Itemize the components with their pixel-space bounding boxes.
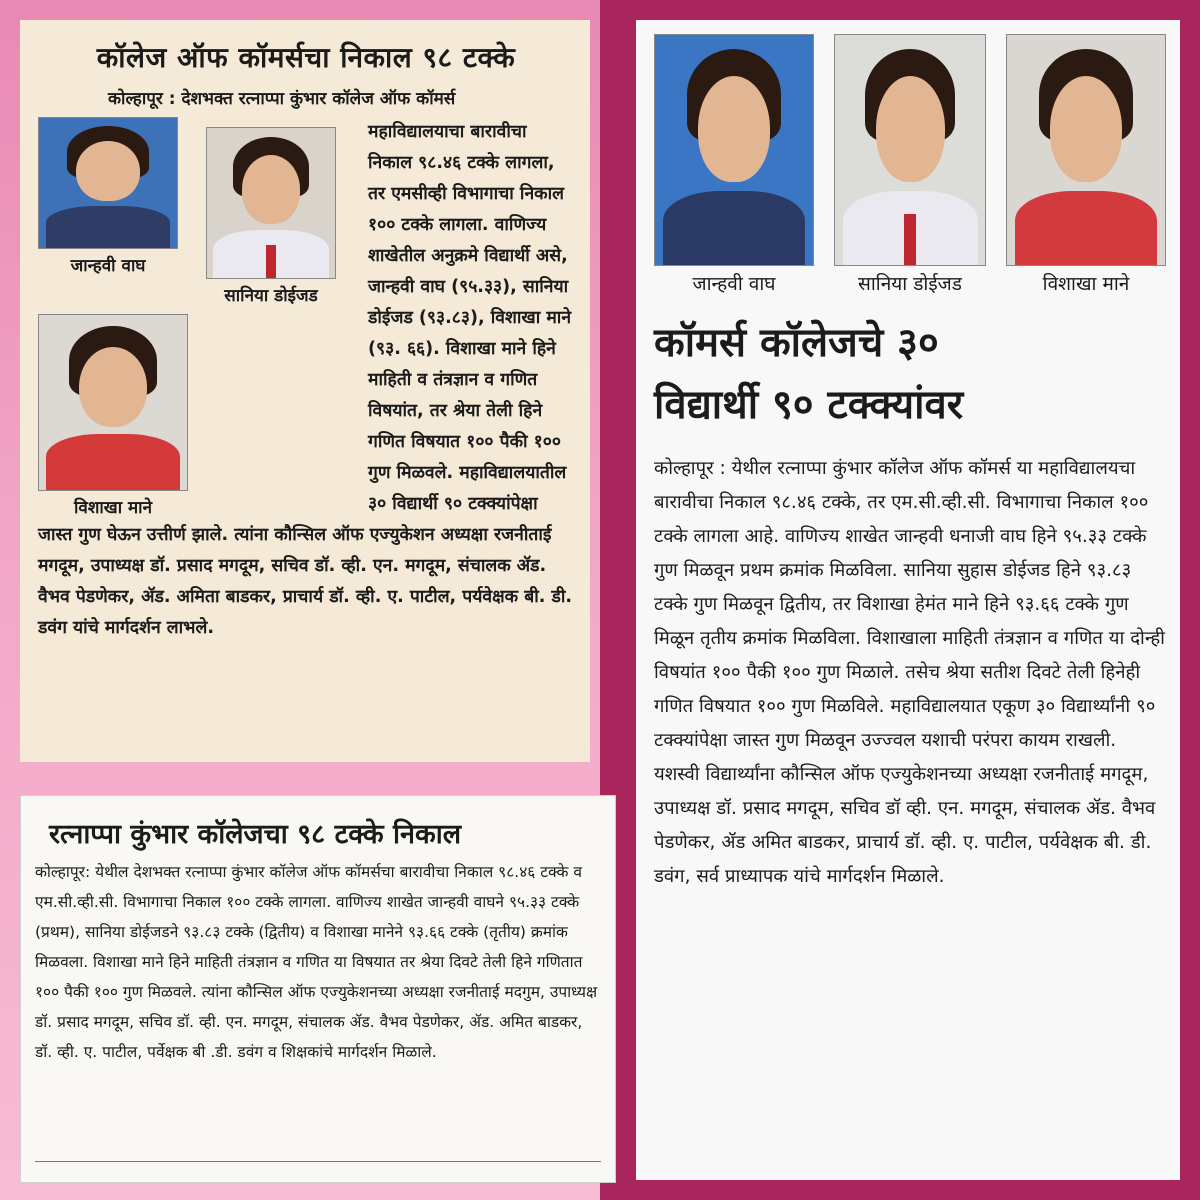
photo-saniya	[206, 127, 336, 306]
portrait-photo	[654, 34, 814, 266]
caption-saniya: सानिया डोईजड	[224, 286, 318, 306]
clipping-3-photo-row	[654, 34, 1166, 296]
clipping-3-headline-line-2: विद्यार्थी ९० टक्क्यांवर	[654, 382, 964, 428]
photo-saniya	[834, 34, 986, 296]
clipping-3-headline	[654, 312, 1166, 436]
news-clipping-3	[636, 20, 1180, 1180]
caption-saniya: सानिया डोईजड	[858, 273, 962, 295]
portrait-photo	[1006, 34, 1166, 266]
caption-vishakha: विशाखा माने	[1042, 273, 1130, 295]
photo-janhavi	[654, 34, 814, 296]
news-clipping-1	[20, 20, 590, 762]
news-clipping-2	[20, 795, 616, 1183]
clipping-2-rule	[35, 1161, 601, 1162]
photo-vishakha	[1006, 34, 1166, 296]
clipping-2-headline: रत्नाप्पा कुंभार कॉलेजचा ९८ टक्के निकाल	[49, 819, 462, 850]
caption-janhavi: जान्हवी वाघ	[692, 273, 776, 295]
clipping-3-headline-line-1: कॉमर्स कॉलेजचे ३०	[654, 320, 939, 366]
clipping-1-headline: कॉलेज ऑफ कॉमर्सचा निकाल ९८ टक्के	[96, 41, 516, 74]
portrait-photo	[38, 117, 178, 249]
clipping-1-lede: कोल्हापूर : देशभक्त रत्नाप्पा कुंभार कॉलेज ऑफ कॉमर्स	[108, 89, 456, 109]
clipping-1-photo-column	[38, 117, 368, 520]
portrait-photo	[206, 127, 336, 279]
clipping-1-body: महाविद्यालयाचा बारावीचा निकाल ९८.४६ टक्के लागला, तर एमसीव्ही विभागाचा निकाल १०० टक्के लागला. वाणिज्य शाखेतील अनुक्रमे विद्यार्थी असे, जान्हवी वाघ (९५.३३), सानिया डोईजड (९३.८३), विशाखा माने (९३. ६६). विशाखा माने हिने माहिती व तंत्रज्ञान व गणित विषयांत, तर श्रेया तेली हिने गणित विषयात १०० पैकी १०० गुण मिळवले. महाविद्यालयातील ३० विद्यार्थी ९० टक्क्यांपेक्षा जास्त गुण घेऊन उत्तीर्ण झाले. त्यांना कौन्सिल ऑफ एज्युकेशन अध्यक्षा रजनीताई मगदूम, उपाध्यक्ष डॉ. प्रसाद मगदूम, सचिव डॉ. व्ही. एन. मगदूम, संचालक ॲड. वैभव पेडणेकर, ॲड. अमिता बाडकर, प्राचार्य डॉ. व्ही. ए. पाटील, पर्यवेक्षक बी. डी. डवंग यांचे मार्गदर्शन लाभले.	[38, 122, 573, 638]
photo-vishakha	[38, 314, 188, 518]
caption-vishakha: विशाखा माने	[73, 498, 153, 518]
portrait-photo	[38, 314, 188, 491]
portrait-photo	[834, 34, 986, 266]
clipping-3-body: कोल्हापूर : येथील रत्नाप्पा कुंभार कॉलेज ऑफ कॉमर्स या महाविद्यालयचा बारावीचा निकाल ९८.४६ टक्के, तर एम.सी.व्ही.सी. विभागाचा निकाल १०० टक्के लागला आहे. वाणिज्य शाखेत जान्हवी धनाजी वाघ हिने ९५.३३ टक्के गुण मिळवून प्रथम क्रमांक मिळविला. सानिया सुहास डोईजड हिने ९३.८३ टक्के गुण मिळवून द्वितीय, तर विशाखा हेमंत माने हिने ९३.६६ टक्के गुण मिळून तृतीय क्रमांक मिळविला. विशाखाला माहिती तंत्रज्ञान व गणित या दोन्ही विषयांत १०० पैकी १०० गुण मिळाले. तसेच श्रेया सतीश दिवटे तेली हिनेही गणित विषयात १०० गुण मिळविले. महाविद्यालयात एकूण ३० विद्यार्थ्यांनी ९० टक्क्यांपेक्षा जास्त गुण मिळवून उज्ज्वल यशाची परंपरा कायम राखली. यशस्वी विद्यार्थ्यांना कौन्सिल ऑफ एज्युकेशनच्या अध्यक्षा रजनीताई मगदूम, उपाध्यक्ष डॉ. प्रसाद मगदूम, सचिव डॉ व्ही. एन. मगदूम, संचालक ॲड. वैभव पेडणेकर, ॲड अमित बाडकर, प्राचार्य डॉ. व्ही. ए. पाटील, पर्यवेक्षक बी. डी. डवंग, सर्व प्राध्यापक यांचे मार्गदर्शन मिळाले.	[654, 458, 1165, 887]
clipping-2-body: कोल्हापूर: येथील देशभक्त रत्नाप्पा कुंभार कॉलेज ऑफ कॉमर्सचा बारावीचा निकाल ९८.४६ टक्के व एम.सी.व्ही.सी. विभागाचा निकाल १०० टक्के लागला. वाणिज्य शाखेत जान्हवी वाघने ९५.३३ टक्के (प्रथम), सानिया डोईजडने ९३.८३ टक्के (द्वितीय) व विशाखा मानेने ९३.६६ टक्के (तृतीय) क्रमांक मिळवला. विशाखा माने हिने माहिती तंत्रज्ञान व गणित या विषयात तर श्रेया दिवटे तेली हिने गणितात १०० पैकी १०० गुण मिळवले. त्यांना कौन्सिल ऑफ एज्युकेशनच्या अध्यक्षा रजनीताई मदगुम, उपाध्यक्ष डॉ. प्रसाद मगदूम, सचिव डॉ. व्ही. एन. मगदूम, संचालक ॲड. वैभव पेडणेकर, ॲड. अमित बाडकर, डॉ. व्ही. ए. पाटील, पर्वेक्षक बी .डी. डवंग व शिक्षकांचे मार्गदर्शन मिळाले.	[35, 863, 598, 1061]
photo-janhavi	[38, 117, 178, 306]
caption-janhavi: जान्हवी वाघ	[70, 256, 146, 276]
